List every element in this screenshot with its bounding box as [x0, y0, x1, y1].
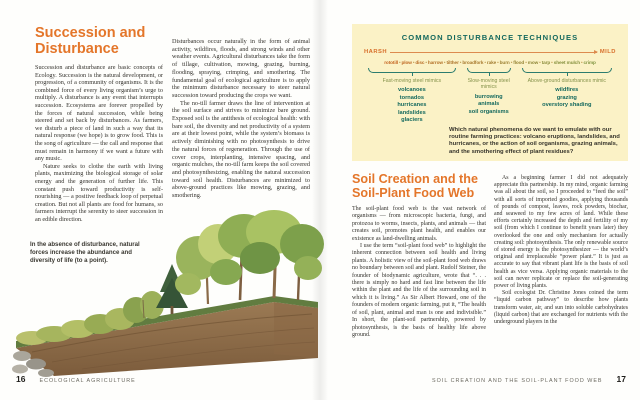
- technique-label: tarp: [541, 60, 551, 65]
- bullet-separator: •: [539, 60, 541, 65]
- body-paragraph: The no-till farmer draws the line of intervention at the soil surface and strives to minimize bare ground. Exposed soil is the antithesis of ecological health: with bare soil, the diversity and net productivity of a system are at their lowest point, while the system’s biomass is actively diminishing with no photosynthesis to drive the natural forces of regeneration. Through the use of cover crops, interplanting, intensive spacing, and organic mulches, the no-till farm keeps the soil covered and photosynthesizing, enabling the natural succession toward soil health. Disturbances are minimized to above-ground practices like mowing, grazing, and smothering.: [172, 99, 310, 200]
- body-paragraph: The soil-plant food web is the vast network of organisms — from microscopic bacteria, fungi, and protozoa to worms, insects, plants, and animals — that creates soil, promotes plant health, and enables our existence as land-dwelling animals.: [352, 206, 486, 242]
- bullet-separator: •: [443, 60, 446, 65]
- technique-label: crimp: [583, 60, 596, 65]
- body-paragraph: Nature seeks to clothe the earth with living plants, maximizing the biological storage of solar energy and the generation of further life. This constant push toward productivity is self-nourishing — a positive feedback loop of perpetual creation. But not all plants are food for humans, so farmers interrupt the serenity to steer succession in an edible direction.: [35, 162, 163, 223]
- bullet-separator: •: [525, 60, 527, 65]
- bullet-separator: •: [484, 60, 486, 65]
- mimic-item: grazing: [556, 94, 577, 101]
- mimic-group-items: [542, 87, 591, 109]
- bullet-separator: •: [425, 60, 427, 65]
- mimic-group-slow-steel: [465, 68, 513, 124]
- right-page-column-1: [352, 172, 486, 339]
- succession-illustration: [12, 206, 324, 384]
- body-paragraph: Soil ecologist Dr. Christine Jones coined the term “liquid carbon pathway” to describe how plants transform water, air, and sun into soluble carbohydrates (liquid carbon) that are exchanged for nutrients with the underground players in the: [494, 290, 628, 326]
- mimic-group-label: Slow-moving steel mimics: [467, 78, 510, 91]
- scale-label-harsh: HARSH: [364, 49, 388, 55]
- mimic-group-items: [397, 87, 426, 124]
- body-paragraph: Succession and disturbance are basic concepts of Ecology. Succession is the natural development, or progression, of a community of organisms. It is the combined force of every living organism’s urge to multiply. A disturbance is any event that interrupts succession. Ecosystems are forever propelled by the forces of natural succession, while being steered and set back by disturbances. As farmers, we disturb a piece of land in such a way that its natural response (we hope) is to grow food. This is the song of agriculture — the call and response that must remain in harmony if we want a future with any music.: [35, 64, 163, 163]
- mimic-group-label: Fast-moving steel mimics: [382, 78, 442, 84]
- page-number: 16: [16, 374, 26, 384]
- bullet-separator: •: [551, 60, 553, 65]
- brace-icon: [368, 68, 456, 73]
- page-title: Soil Creation and the Soil-Plant Food Web: [352, 172, 478, 200]
- technique-label: rake: [486, 60, 497, 65]
- technique-label: harrow: [427, 60, 443, 65]
- right-page-column-2: [494, 175, 628, 326]
- bullet-separator: •: [459, 60, 462, 65]
- body-paragraph: Disturbances occur naturally in the form of animal activity, wildfires, floods, and strong winds and other weather events. Agricultural disturbances take the form of tillage, cultivation, mowing, grazing, burning, flooding, spraying, crimping, and smothering. The fundamental goal of ecological agriculture is to apply the minimum disturbance necessary to steer natural succession toward producing the crops we want.: [172, 38, 310, 99]
- mimic-item: wildfires: [555, 87, 579, 94]
- mimic-group-label: Above-ground disturbances mimic: [527, 78, 607, 84]
- bullet-separator: •: [398, 60, 401, 65]
- technique-label: burn: [499, 60, 510, 65]
- running-foot: ECOLOGICAL AGRICULTURE: [39, 378, 136, 384]
- box-title: COMMON DISTURBANCE TECHNIQUES: [401, 33, 579, 42]
- bullet-separator: •: [580, 60, 583, 65]
- mimic-group-above-ground: [518, 68, 616, 124]
- technique-label: disc: [415, 60, 425, 65]
- page-title: Succession and Disturbance: [35, 25, 146, 57]
- left-page-column-2: [172, 38, 310, 200]
- body-paragraph: As a beginning farmer I did not adequately appreciate this partnership. In my mind, organic farming was all about the soil, so I proceeded to “feed the soil” with all sorts of imported goodies, applying thousands of pounds of compost, leaves, rock powders, biochar, and seaweed to my few acres of land. While these efforts certainly increased the depth and fertility of my soil (from which I continue to benefit years later) they overlooked the one and only mechanism for actually creating soil: photosynthesis. The only renewable source of stored energy is the photosynthesizer — the world’s original and irreplaceable “power plant.” It is just as accurate to say that vibrant plant life is the basis of soil health as vice versa. Applying organic materials to the soil can never replicate or replace the soil-generating power of living plants.: [494, 175, 628, 290]
- mimic-item: soil organisms: [468, 108, 509, 115]
- brace-icon: [467, 68, 511, 73]
- technique-label: rototill: [384, 60, 398, 65]
- mimic-groups: [364, 68, 616, 124]
- technique-label: plow: [401, 60, 412, 65]
- mimic-item: landslides: [397, 109, 426, 116]
- mimic-group-items: [465, 94, 513, 116]
- harsh-mild-scale: [364, 49, 616, 55]
- box-question: Which natural phenomena do we want to emulate with our routine farming practices: volcano eruptions, landslides, and hurricanes, or the action of soil organisms, grazing animals, and the smothering effect of plant residues?: [449, 127, 620, 155]
- body-paragraph: I use the term “soil-plant food web” to highlight the inherent connection between soil health and living plants. A holistic view of the soil-plant food web draws no boundary between soil and plant. Rudolf Steiner, the founder of biodynamic agriculture, wrote that “. . . there is simply no hard and fast line between the life within the plant and the life of the surrounding soil in which it is living.” As Sir Albert Howard, one of the founders of modern organic farming, put it, “The health of soil, plant, animal and man is one and indivisible.” In short, the plant-soil partnership, powered by photosynthesis, is the basis of healthy life above ground.: [352, 243, 486, 338]
- mimic-item: overstory shading: [542, 102, 592, 109]
- mimic-item: glaciers: [401, 117, 423, 124]
- technique-label: flood: [513, 60, 525, 65]
- bullet-separator: •: [412, 60, 415, 65]
- scale-arrow-line: [390, 52, 597, 53]
- illustration-caption: In the absence of disturbance, natural forces increase the abundance and diversity of life (to a point).: [30, 241, 140, 264]
- technique-label: tilther: [446, 60, 459, 65]
- techniques-row: [364, 60, 616, 65]
- bullet-separator: •: [497, 60, 499, 65]
- left-page-column-1: [35, 26, 163, 223]
- running-foot: SOIL CREATION AND THE SOIL-PLANT FOOD WEB: [432, 378, 603, 384]
- mimic-group-fast-steel: [364, 68, 460, 124]
- bullet-separator: •: [510, 60, 513, 65]
- mimic-item: volcanoes: [397, 87, 426, 94]
- right-page-footer: [432, 374, 626, 384]
- common-disturbance-techniques-box: [352, 24, 628, 161]
- mimic-item: hurricanes: [397, 102, 427, 109]
- technique-label: sheet mulch: [553, 60, 580, 65]
- left-page-footer: [16, 374, 136, 384]
- brace-icon: [522, 68, 612, 73]
- technique-label: mow: [527, 60, 539, 65]
- mimic-item: burrowing animals: [474, 93, 503, 108]
- mimic-item: tornados: [399, 94, 425, 101]
- scale-label-mild: MILD: [599, 49, 616, 55]
- technique-label: broadfork: [462, 60, 484, 65]
- page-number: 17: [616, 374, 626, 384]
